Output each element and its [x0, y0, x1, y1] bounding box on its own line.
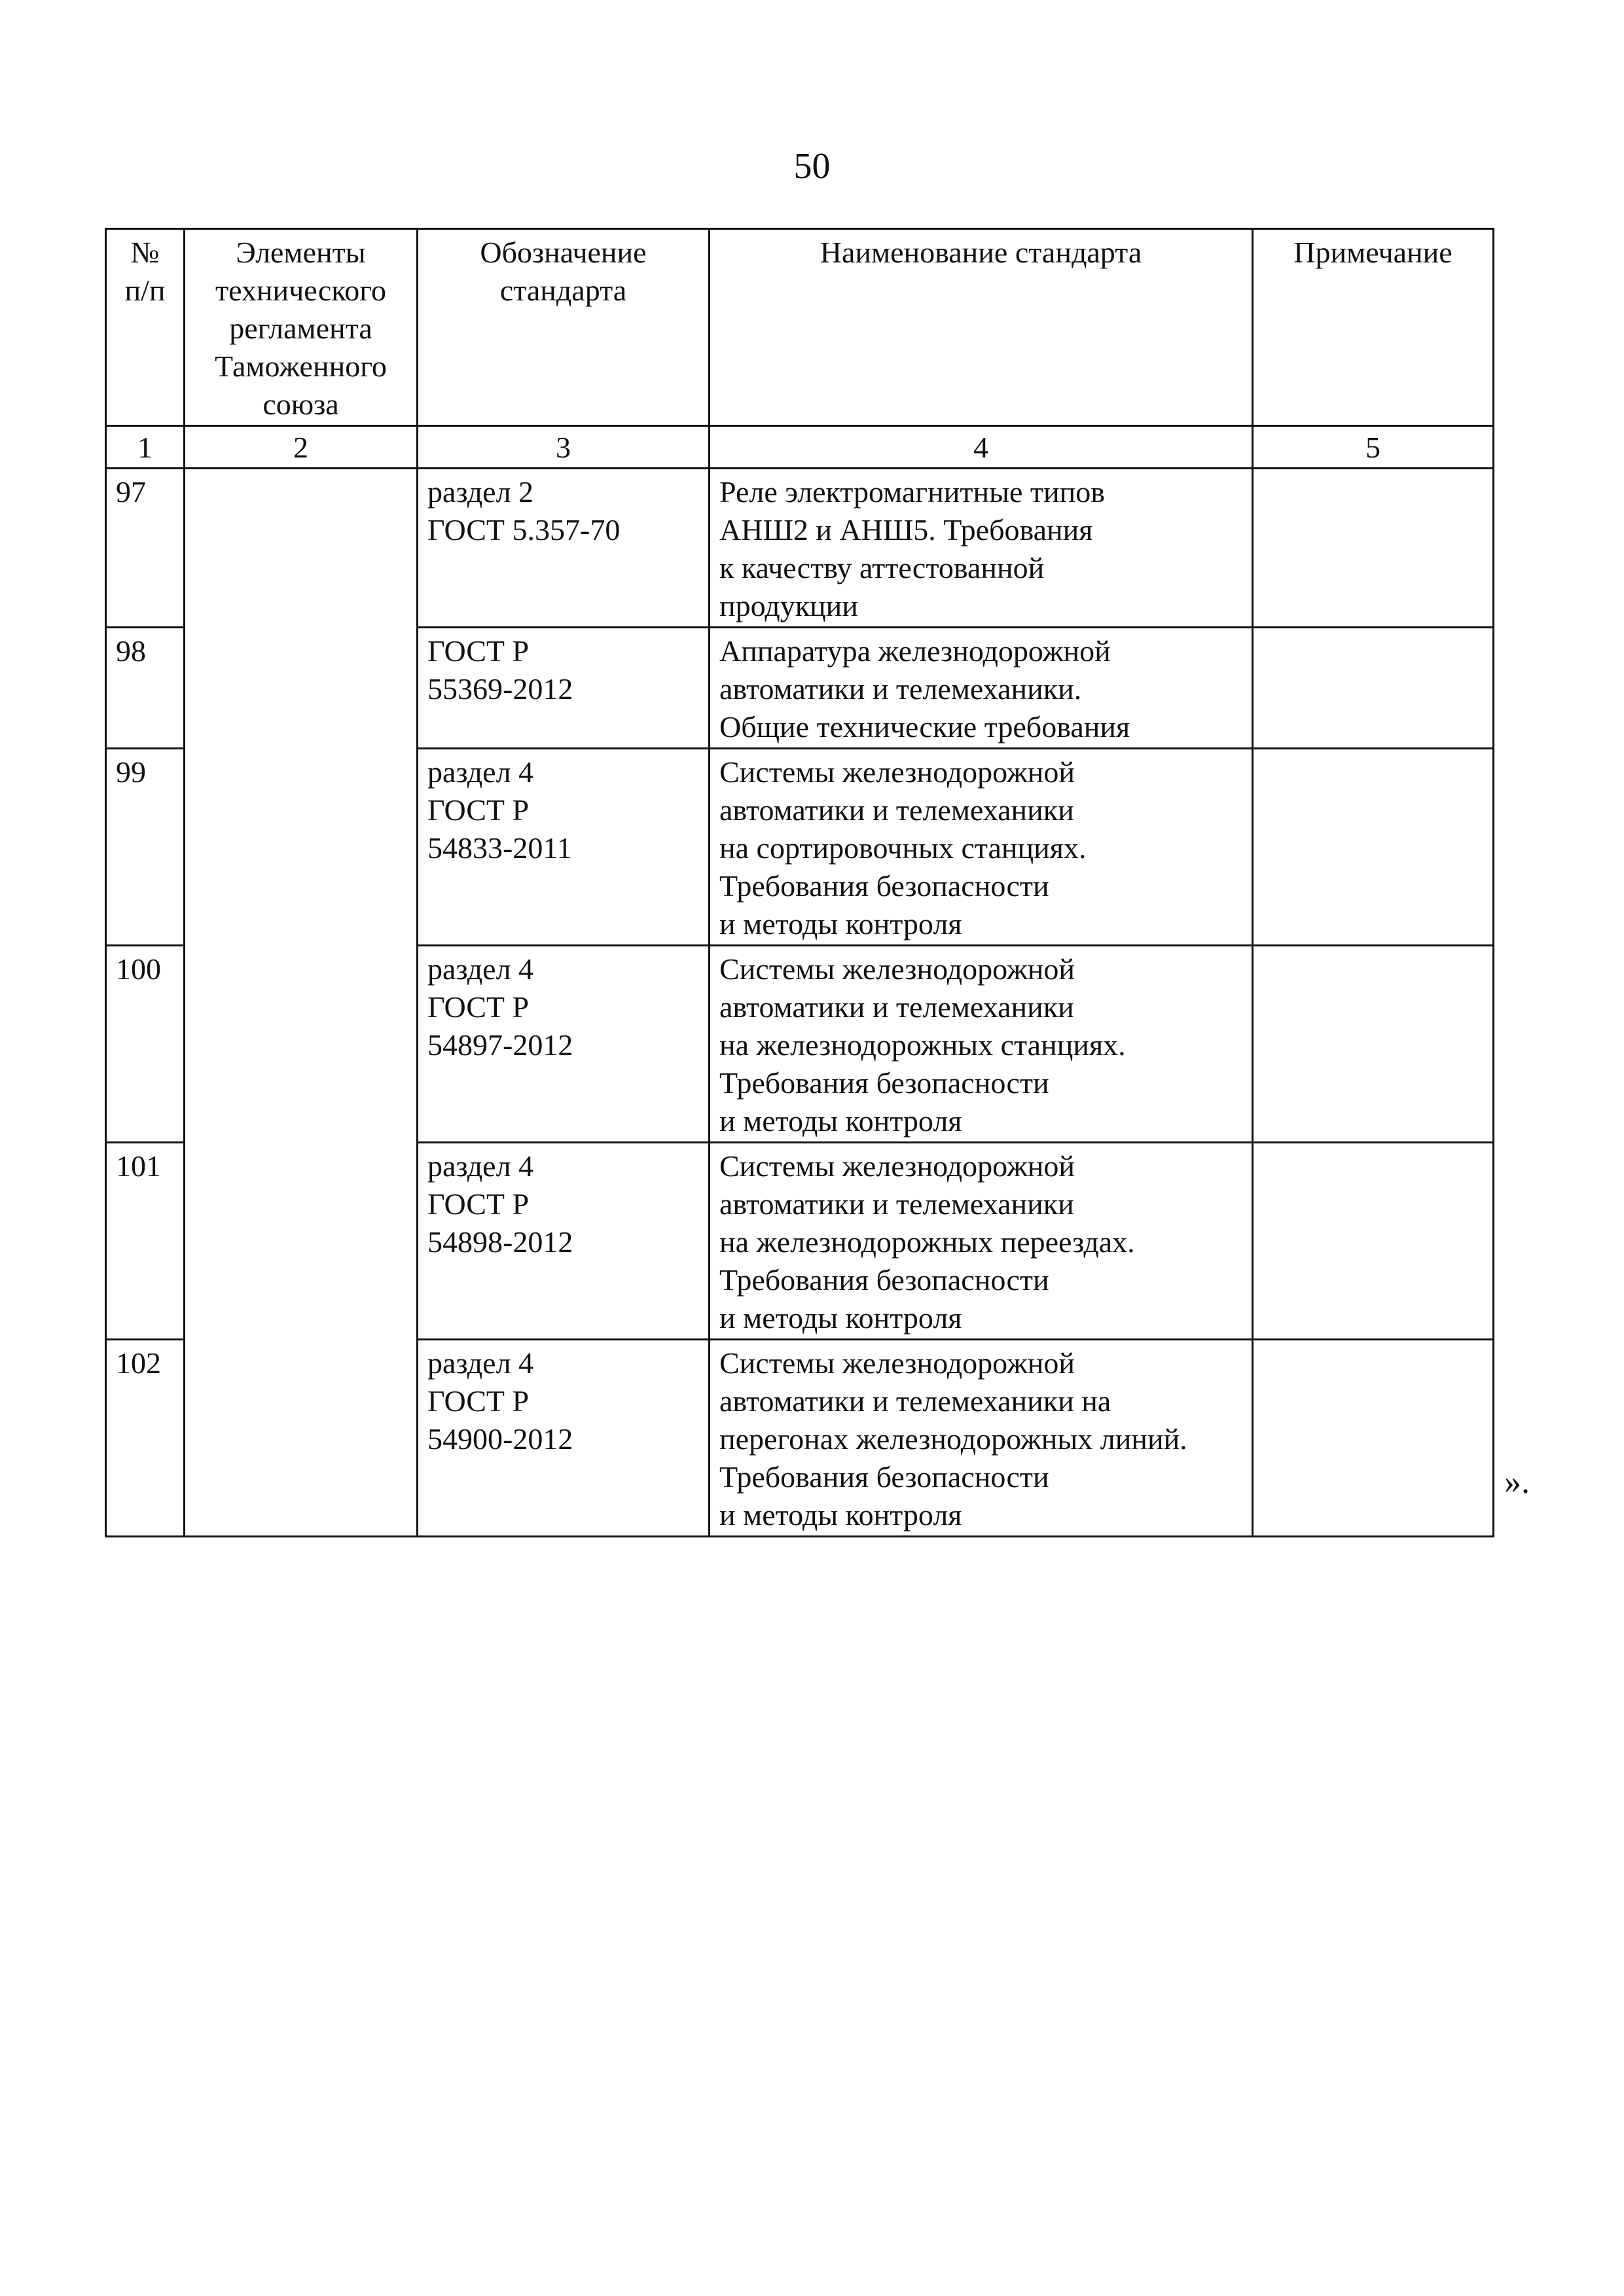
text-line: автоматики и телемеханики [719, 1187, 1074, 1221]
row-number: 99 [106, 749, 185, 946]
text-line: раздел 2 [427, 475, 534, 509]
text-line: АНШ2 и АНШ5. Требования [719, 513, 1093, 547]
row-number: 97 [106, 469, 185, 628]
text-line: Системы железнодорожной [719, 952, 1075, 986]
standard-name [710, 469, 1253, 628]
text-line: автоматики и телемеханики. [719, 672, 1082, 706]
standard-designation [418, 1143, 710, 1340]
text-line: регламента [229, 312, 372, 345]
standard-designation [418, 946, 710, 1143]
text-line: 54833-2011 [427, 831, 572, 865]
header-elements [185, 229, 418, 426]
text-line: ГОСТ Р [427, 634, 530, 668]
text-line: раздел 4 [427, 755, 534, 789]
text-line: технического [215, 274, 386, 307]
text-line: раздел 4 [427, 1149, 534, 1183]
standard-note [1253, 469, 1494, 628]
text-line: на сортировочных станциях. [719, 831, 1087, 865]
text-line: Обозначение [480, 236, 647, 269]
text-line: 54897-2012 [427, 1028, 573, 1062]
text-line: ГОСТ Р [427, 990, 530, 1024]
text-line: Наименование стандарта [820, 236, 1142, 269]
text-line: Требования безопасности [719, 1263, 1049, 1297]
closing-quote-mark: ». [1504, 1463, 1530, 1501]
text-line: на железнодорожных станциях. [719, 1028, 1126, 1062]
text-line: перегонах железнодорожных линий. [719, 1422, 1187, 1456]
header-number [106, 229, 185, 426]
text-line: Требования безопасности [719, 1460, 1049, 1494]
header-designation [418, 229, 710, 426]
standard-note [1253, 1340, 1494, 1537]
standard-name [710, 1340, 1253, 1537]
text-line: и методы контроля [719, 1301, 962, 1335]
standard-name [710, 1143, 1253, 1340]
text-line: Системы железнодорожной [719, 1346, 1075, 1380]
standard-note [1253, 628, 1494, 749]
text-line: Требования безопасности [719, 869, 1049, 903]
page-number: 50 [793, 146, 831, 187]
text-line: ГОСТ Р [427, 793, 530, 827]
text-line: Требования безопасности [719, 1066, 1049, 1100]
standard-name [710, 628, 1253, 749]
standard-designation [418, 469, 710, 628]
standard-designation [418, 1340, 710, 1537]
text-line: автоматики и телемеханики [719, 990, 1074, 1024]
standard-note [1253, 749, 1494, 946]
text-line: раздел 4 [427, 1346, 534, 1380]
text-line: Системы железнодорожной [719, 1149, 1075, 1183]
table-header-row [106, 229, 1494, 426]
text-line: к качеству аттестованной [719, 551, 1045, 584]
column-number: 5 [1253, 426, 1494, 469]
text-line: № [130, 236, 160, 269]
text-line: автоматики и телемеханики [719, 793, 1074, 827]
row-number: 102 [106, 1340, 185, 1537]
column-number-row [106, 426, 1494, 469]
text-line: ГОСТ 5.357-70 [427, 513, 621, 547]
text-line: ГОСТ Р [427, 1384, 530, 1418]
column-number: 2 [185, 426, 418, 469]
text-line: ГОСТ Р [427, 1187, 530, 1221]
row-number: 98 [106, 628, 185, 749]
text-line: на железнодорожных переездах. [719, 1225, 1135, 1259]
standard-designation [418, 749, 710, 946]
text-line: продукции [719, 589, 858, 622]
table-body [106, 469, 1494, 1537]
standard-note [1253, 1143, 1494, 1340]
header-standard-name [710, 229, 1253, 426]
text-line: Таможенного [215, 350, 387, 383]
text-line: и методы контроля [719, 907, 962, 941]
column-number: 4 [710, 426, 1253, 469]
text-line: Реле электромагнитные типов [719, 475, 1105, 509]
table-row [106, 469, 1494, 628]
standards-table [105, 228, 1494, 1537]
header-note [1253, 229, 1494, 426]
text-line: Элементы [236, 236, 366, 269]
standard-name [710, 946, 1253, 1143]
text-line: союза [262, 387, 339, 421]
text-line: п/п [124, 274, 166, 307]
text-line: 54898-2012 [427, 1225, 573, 1259]
row-number: 101 [106, 1143, 185, 1340]
text-line: Системы железнодорожной [719, 755, 1075, 789]
text-line: 55369-2012 [427, 672, 573, 706]
text-line: и методы контроля [719, 1498, 962, 1532]
standard-note [1253, 946, 1494, 1143]
text-line: Примечание [1293, 236, 1453, 269]
column-number: 1 [106, 426, 185, 469]
standard-name [710, 749, 1253, 946]
text-line: 54900-2012 [427, 1422, 573, 1456]
regulation-elements-cell [185, 469, 418, 1537]
text-line: раздел 4 [427, 952, 534, 986]
standard-designation [418, 628, 710, 749]
text-line: автоматики и телемеханики на [719, 1384, 1111, 1418]
row-number: 100 [106, 946, 185, 1143]
text-line: Общие технические требования [719, 710, 1130, 744]
text-line: Аппаратура железнодорожной [719, 634, 1111, 668]
text-line: и методы контроля [719, 1104, 962, 1138]
text-line: стандарта [499, 274, 627, 307]
column-number: 3 [418, 426, 710, 469]
